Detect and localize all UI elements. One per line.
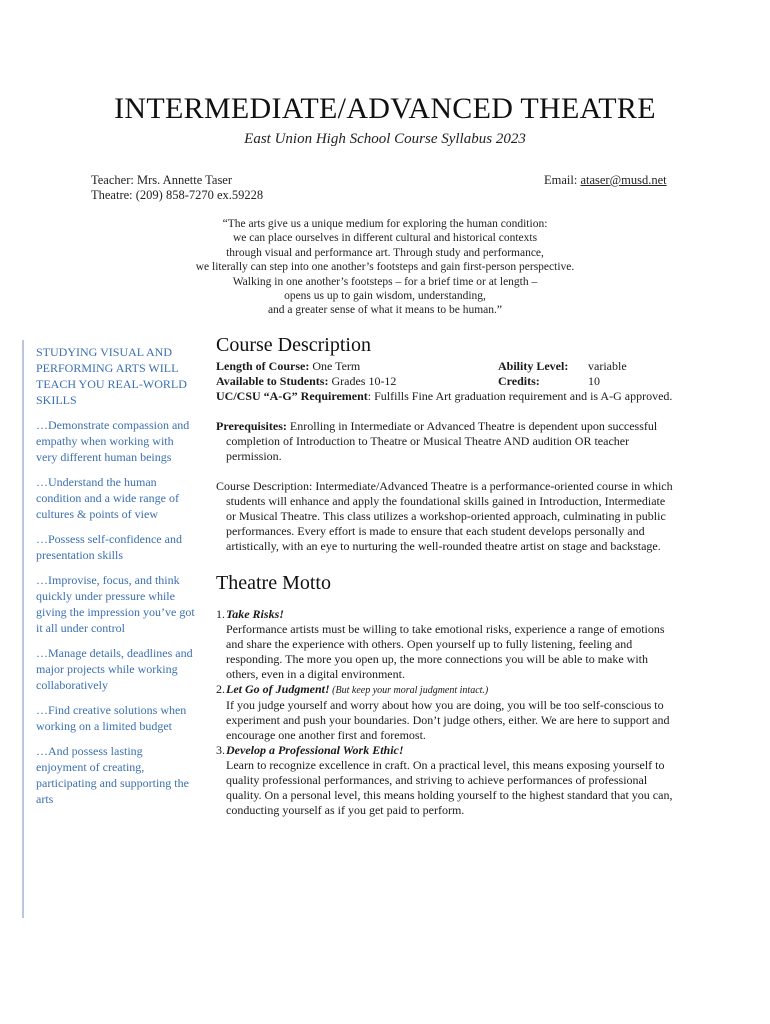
prerequisites <box>216 419 678 464</box>
length-label: Length of Course: <box>216 359 310 373</box>
course-availability-row <box>216 374 678 389</box>
prereq-value: Enrolling in Intermediate or Advanced Theatre is dependent upon successful completion of Introduction to Theatre or Musical Theatre AND audition OR teacher permission. <box>226 419 658 463</box>
sidebar-skill-item: …Possess self-confidence and presentation skills <box>36 532 182 562</box>
email-link[interactable]: ataser@musd.net <box>580 173 667 187</box>
sidebar-heading: STUDYING VISUAL AND PERFORMING ARTS WILL TEACH YOU REAL-WORLD SKILLS <box>36 345 187 407</box>
credits-value: 10 <box>588 374 600 388</box>
teacher-info: Teacher: Mrs. Annette Taser <box>91 173 233 187</box>
motto-item <box>216 607 678 682</box>
length-value: One Term <box>309 359 361 373</box>
quote-block <box>120 217 650 318</box>
quote-line: “The arts give us a unique medium for exploring the human condition: <box>222 218 548 230</box>
ability-label: Ability Level: <box>498 359 569 373</box>
quote-line: opens us up to gain wisdom, understanding, <box>284 290 486 303</box>
page-title: INTERMEDIATE/ADVANCED THEATRE <box>114 92 656 125</box>
main-content <box>216 334 678 818</box>
motto-body: Learn to recognize excellence in craft. On a practical level, this means exposing yourself to quality professional performances, and striving to achieve performances of professional quality. On a personal level, this means holding yourself to the highest standard that you can, conducting yourself as if you get paid to perform. <box>226 758 673 817</box>
quote-line: Walking in one another’s footsteps – for a brief time or at length – <box>232 275 538 288</box>
motto-item <box>216 743 678 818</box>
desc-value: : Intermediate/Advanced Theatre is a performance-oriented course in which students will enhance and apply the foundational skills gained in Introduction, Intermediate or Musical Theatre. This class utilizes a workshop-oriented approach, culminating in public performances. Every effort is made to ensure that each student develops personally and artistically, with an eye to nurturing the well-rounded theatre artist on stage and backstage. <box>226 479 673 553</box>
ucsu-value: : Fulfills Fine Art graduation requirement and is A-G approved. <box>367 389 673 403</box>
motto-item <box>216 682 678 743</box>
sidebar-skill-item: …Find creative solutions when working on a limited budget <box>36 703 187 733</box>
motto-body: If you judge yourself and worry about how you are doing, you will be too self-conscious to experiment and push your boundaries. Don’t judge others, either. We are here to support and encourage one another first and foremost. <box>226 698 670 742</box>
quote-line: through visual and performance art. Through study and performance, <box>226 246 544 259</box>
motto-number: 3. <box>216 743 225 757</box>
quote-line: and a greater sense of what it means to be human.” <box>267 304 503 317</box>
sidebar-skill-item: …Manage details, deadlines and major projects while working collaboratively <box>36 646 193 692</box>
theatre-motto-heading: Theatre Motto <box>216 572 331 594</box>
motto-number: 1. <box>216 607 225 621</box>
email-label: Email: <box>544 173 581 187</box>
quote-line: we can place ourselves in different cultural and historical contexts <box>232 232 538 245</box>
email-info <box>544 173 667 188</box>
sidebar-skill-item: …Improvise, focus, and think quickly under pressure while giving the impression you’ve got it all under control <box>36 573 195 635</box>
ucsu-label: UC/CSU “A-G” Requirement <box>216 389 368 403</box>
motto-list <box>216 607 678 818</box>
credits-label: Credits: <box>498 374 540 388</box>
motto-body: Performance artists must be willing to take emotional risks, experience a range of emotions and share the experience with others. Open yourself up to fully listening, feeling and responding. The more you open up, the more connections you will be able to make with others, even in a digital environment. <box>226 622 665 681</box>
course-description-heading: Course Description <box>216 334 371 356</box>
ucsu-requirement <box>216 389 678 404</box>
sidebar-skill-item: …And possess lasting enjoyment of creating, participating and supporting the arts <box>36 744 189 806</box>
quote-line: we literally can step into one another’s footsteps and gain first-person perspective. <box>195 261 575 274</box>
ability-value: variable <box>588 359 627 373</box>
motto-title: Let Go of Judgment! <box>226 682 330 696</box>
course-length-row <box>216 359 678 374</box>
motto-number: 2. <box>216 682 225 696</box>
sidebar-skill-item: …Demonstrate compassion and empathy when working with very different human beings <box>36 418 190 464</box>
prereq-label: Prerequisites: <box>216 419 287 433</box>
motto-note: (But keep your moral judgment intact.) <box>329 685 489 696</box>
skills-sidebar <box>36 344 196 816</box>
available-label: Available to Students: <box>216 374 329 388</box>
motto-title: Develop a Professional Work Ethic! <box>226 743 404 757</box>
available-value: Grades 10-12 <box>328 374 397 388</box>
phone-info: Theatre: (209) 858-7270 ex.59228 <box>91 188 264 202</box>
motto-title: Take Risks! <box>226 607 284 621</box>
course-description-text <box>216 479 678 554</box>
sidebar-skill-item: …Understand the human condition and a wide range of cultures & points of view <box>36 475 179 521</box>
page-subtitle: East Union High School Course Syllabus 2023 <box>244 131 526 147</box>
desc-label: Course Description <box>216 479 309 493</box>
sidebar-divider <box>22 340 24 918</box>
